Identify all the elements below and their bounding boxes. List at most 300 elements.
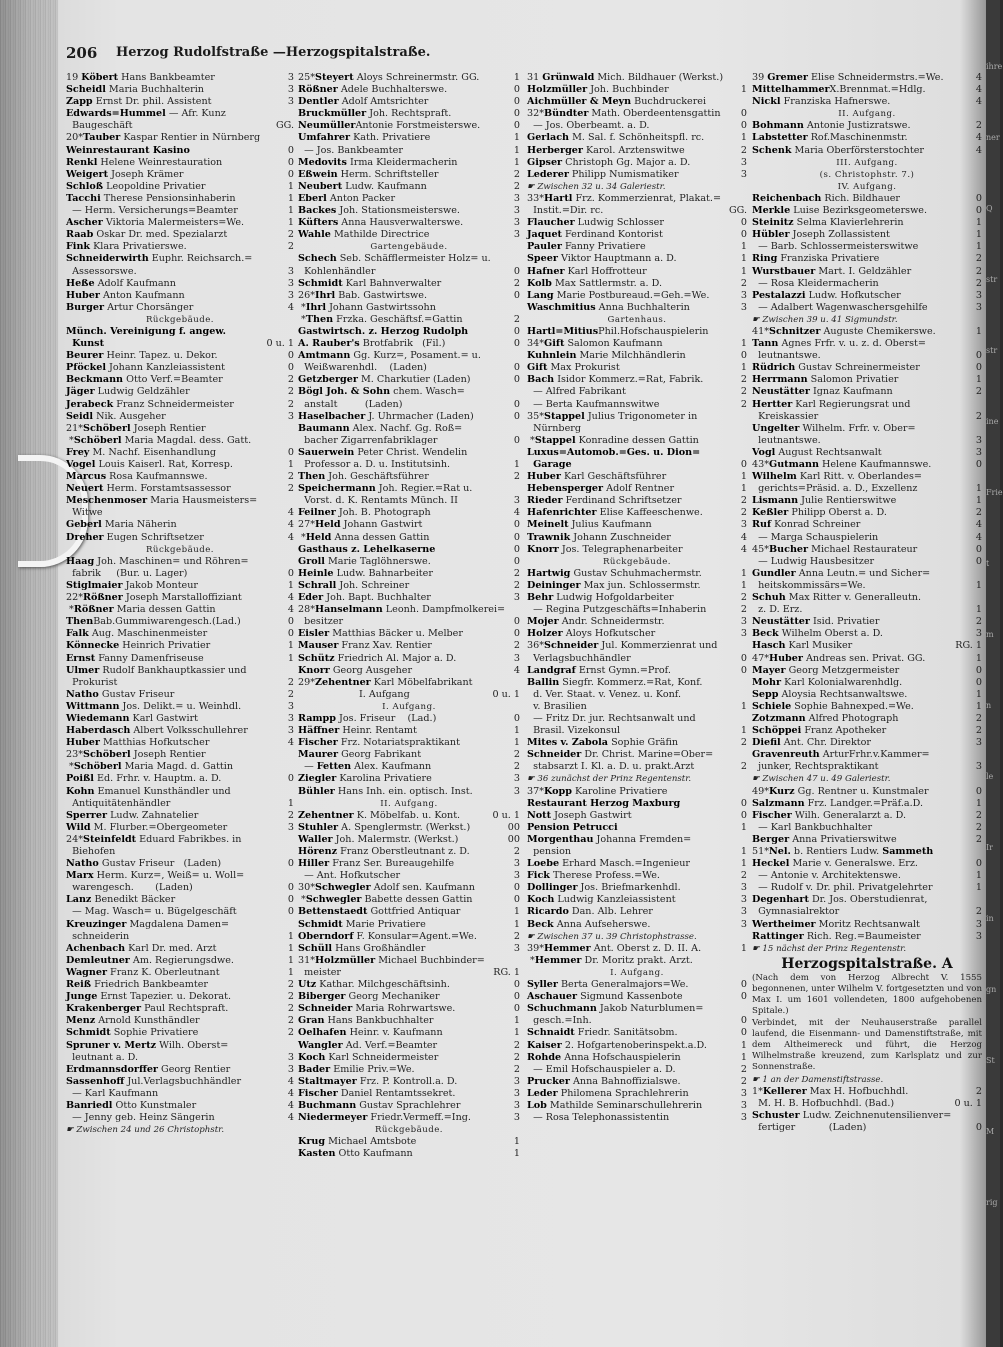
entry-text: Lismann Julie Rentierswitwe bbox=[752, 495, 897, 507]
directory-entry bbox=[752, 1086, 982, 1098]
entry-text: Schneider Dr. Christ. Marine=Ober= bbox=[527, 749, 714, 761]
floor-number: 3 bbox=[513, 858, 520, 870]
floor-number: 0 bbox=[287, 616, 294, 628]
floor-number: 1 bbox=[740, 84, 747, 96]
directory-entry bbox=[527, 471, 747, 483]
entry-text: Deininger Max jun. Schlossermstr. bbox=[527, 579, 701, 591]
floor-number: 4 bbox=[975, 144, 982, 156]
directory-entry bbox=[66, 435, 294, 447]
column-2 bbox=[298, 72, 520, 1332]
floor-number: 4 bbox=[975, 72, 982, 83]
floor-number: 1 bbox=[740, 858, 747, 870]
directory-entry bbox=[298, 362, 520, 374]
entry-text: Gastwirtsch. z. Herzog Rudolph bbox=[298, 325, 469, 337]
entry-text: Witwe bbox=[66, 507, 103, 519]
entry-text: Beurer Heinr. Tapez. u. Dekor. bbox=[66, 350, 218, 362]
directory-entry bbox=[66, 229, 294, 241]
directory-entry bbox=[66, 399, 294, 411]
entry-text: Fischer Frz. Notariatspraktikant bbox=[298, 737, 460, 749]
floor-number: 1 bbox=[975, 495, 982, 507]
directory-entry bbox=[298, 519, 520, 531]
directory-entry bbox=[752, 786, 982, 798]
entry-text: — Karl Kaufmann bbox=[66, 1087, 159, 1099]
directory-entry bbox=[298, 314, 520, 326]
entry-text: Häffner Heinr. Rentamt bbox=[298, 725, 417, 737]
column-3 bbox=[527, 72, 747, 1332]
floor-number: 0 bbox=[513, 434, 520, 446]
floor-number: 3 bbox=[287, 821, 294, 833]
entry-text: Reichenbach Rich. Bildhauer bbox=[752, 192, 901, 204]
floor-number: 0 bbox=[975, 192, 982, 204]
directory-entry bbox=[66, 84, 294, 96]
entry-text: Eisler Matthias Bäcker u. Melber bbox=[298, 628, 463, 640]
entry-text: — Marga Schauspielerin bbox=[752, 531, 879, 543]
directory-entry bbox=[66, 447, 294, 459]
floor-number: 3 bbox=[740, 168, 747, 180]
entry-text: Ernst Fanny Damenfriseuse bbox=[66, 652, 204, 664]
entry-text: 24*Steinfeldt Eduard Fabrikbes. in bbox=[66, 833, 242, 845]
directory-entry bbox=[298, 870, 520, 882]
cross-street-note: ☛ 1 an der Damenstiftstrasse. bbox=[752, 1074, 884, 1085]
floor-number: 3 bbox=[740, 918, 747, 930]
entry-text: M. H. B. Hofbuchhdl. (Bad.) bbox=[752, 1097, 895, 1109]
entry-text: Sperrer Ludw. Zahnatelier bbox=[66, 809, 199, 821]
entry-text: 21*Schöberl Joseph Rentier bbox=[66, 422, 206, 434]
floor-number: 0 bbox=[287, 144, 294, 156]
directory-entry bbox=[298, 374, 520, 386]
entry-text: Ballin Siegfr. Kommerz.=Rat, Konf. bbox=[527, 676, 703, 688]
directory-entry bbox=[527, 640, 747, 652]
entry-text: Landgraf Ernst Gymn.=Prof. bbox=[527, 664, 671, 676]
directory-entry bbox=[527, 955, 747, 967]
directory-entry bbox=[752, 374, 982, 386]
entry-text: Bühler Hans Inh. ein. optisch. Inst. bbox=[298, 785, 473, 797]
floor-number: 2 bbox=[740, 144, 747, 156]
directory-entry bbox=[298, 580, 520, 592]
directory-entry bbox=[527, 519, 747, 531]
floor-number: 1 bbox=[513, 459, 520, 470]
floor-number: 1 bbox=[740, 821, 747, 833]
entry-text: Vorst. d. K. Rentamts Münch. II bbox=[298, 495, 458, 507]
directory-entry bbox=[66, 290, 294, 302]
entry-text: 22*Rößner Joseph Marstalloffiziant bbox=[66, 592, 242, 604]
directory-entry bbox=[527, 822, 747, 834]
directory-entry bbox=[66, 1064, 294, 1076]
floor-number: 2 bbox=[975, 712, 982, 724]
entry-text: bacher Zigarrenfabriklager bbox=[298, 434, 438, 446]
directory-entry bbox=[66, 241, 294, 253]
floor-number: 1 bbox=[740, 579, 747, 591]
entry-text: Ascher Viktoria Malermeisters=We. bbox=[66, 217, 245, 229]
floor-number: 0 bbox=[975, 1122, 982, 1134]
floor-number: 0 bbox=[513, 628, 520, 640]
entry-text: Prucker Anna Bahnoffizialswe. bbox=[527, 1075, 681, 1087]
entry-text: Groll Marie Taglöhnerswe. bbox=[298, 555, 431, 567]
directory-entry bbox=[527, 737, 747, 749]
entry-text: — Rudolf v. Dr. phil. Privatgelehrter bbox=[752, 882, 933, 894]
entry-text: Gundler Anna Leutn.= und Sicher= bbox=[752, 567, 931, 579]
floor-number: 3 bbox=[287, 277, 294, 289]
directory-entry bbox=[298, 556, 520, 568]
entry-text: Nickl Franziska Hafnerswe. bbox=[752, 96, 891, 108]
floor-number: 2 bbox=[975, 410, 982, 422]
strip-fragment: Q bbox=[986, 204, 993, 213]
entry-text: 49*Kurz Gg. Rentner u. Kunstmaler bbox=[752, 785, 929, 797]
entry-text: Kasten Otto Kaufmann bbox=[298, 1148, 413, 1160]
directory-entry bbox=[752, 72, 982, 84]
entry-text: Schmidt Sophie Privatiere bbox=[66, 1027, 199, 1039]
floor-number: 0 bbox=[513, 120, 520, 132]
floor-number: 4 bbox=[975, 531, 982, 543]
strip-fragment: le bbox=[986, 772, 994, 781]
floor-number: 0 bbox=[513, 1003, 520, 1015]
floor-number: 2 bbox=[740, 386, 747, 398]
floor-number: 0 bbox=[287, 362, 294, 374]
directory-entry bbox=[527, 350, 747, 362]
entry-text: Speichermann Joh. Regier.=Rat u. bbox=[298, 483, 473, 495]
floor-number: 3 bbox=[287, 72, 294, 83]
directory-entry bbox=[752, 616, 982, 628]
floor-number: 3 bbox=[513, 229, 520, 241]
directory-entry bbox=[527, 266, 747, 278]
directory-entry bbox=[298, 253, 520, 265]
entry-text: Maurer Georg Fabrikant bbox=[298, 749, 422, 761]
floor-number: 0 bbox=[740, 459, 747, 470]
floor-number: 3 bbox=[513, 652, 520, 664]
directory-entry bbox=[527, 894, 747, 906]
entry-text: Menz Arnold Kunsthändler bbox=[66, 1015, 200, 1027]
entry-text: Schuchmann Jakob Naturblumen= bbox=[527, 1003, 704, 1015]
strip-fragment: ner bbox=[986, 133, 1000, 142]
entry-text: Scheidl Maria Buchhalterin bbox=[66, 84, 204, 96]
cross-street-note: ☛ Zwischen 47 u. 49 Galeriestr. bbox=[752, 774, 891, 785]
entry-text: Leder Philomena Sprachlehrerin bbox=[527, 1087, 689, 1099]
entry-text: Neustätter Ignaz Kaufmann bbox=[752, 386, 893, 398]
floor-number: 0 bbox=[740, 350, 747, 362]
directory-entry bbox=[752, 532, 982, 544]
entry-text: Mites v. Zabola Sophie Gräfin bbox=[527, 737, 679, 749]
floor-number: 2 bbox=[513, 930, 520, 942]
entry-text: Jäger Ludwig Geldzähler bbox=[66, 386, 190, 398]
directory-entry bbox=[527, 1112, 747, 1124]
directory-entry bbox=[527, 858, 747, 870]
directory-entry bbox=[527, 979, 747, 991]
entry-text: Zehentner K. Möbelfab. u. Kont. bbox=[298, 809, 461, 821]
floor-number: 0 bbox=[513, 398, 520, 410]
entry-text: A. Rauber's Brotfabrik (Fil.) bbox=[298, 338, 446, 350]
directory-entry bbox=[752, 459, 982, 471]
directory-entry bbox=[527, 1015, 747, 1027]
directory-entry bbox=[527, 495, 747, 507]
entry-text: Professor a. D. u. Institutsinh. bbox=[298, 459, 451, 470]
entry-text: Schenk Maria Oberförsterstochter bbox=[752, 144, 924, 156]
entry-text: Beckmann Otto Verf.=Beamter bbox=[66, 374, 223, 386]
floor-number: 0 bbox=[975, 362, 982, 374]
directory-entry bbox=[66, 773, 294, 785]
directory-entry bbox=[298, 471, 520, 483]
entry-text: Backes Joh. Stationsmeisterswe. bbox=[298, 205, 460, 217]
strip-fragment: in bbox=[986, 914, 994, 923]
entry-text: 19 Köbert Hans Bankbeamter bbox=[66, 72, 215, 83]
entry-text: Renkl Helene Weinrestauration bbox=[66, 156, 223, 168]
entry-text: gesch.=Inh. bbox=[527, 1015, 592, 1027]
directory-entry bbox=[298, 145, 520, 157]
entry-text: 29*Zehentner Karl Möbelfabrikant bbox=[298, 676, 473, 688]
floor-number: 2 bbox=[975, 809, 982, 821]
directory-entry bbox=[752, 931, 982, 943]
floor-number: 0 bbox=[513, 108, 520, 120]
floor-number: 2 bbox=[513, 471, 520, 483]
entry-text: 32*Bündter Math. Oberdeentensgattin bbox=[527, 108, 721, 120]
floor-number: 4 bbox=[975, 519, 982, 531]
entry-text: Brasil. Vizekonsul bbox=[527, 725, 621, 737]
floor-number: 0 bbox=[740, 1015, 747, 1027]
entry-text: Lanz Benedikt Bäcker bbox=[66, 894, 176, 906]
floor-number: 4 bbox=[287, 1075, 294, 1087]
entry-text: Sauerwein Peter Christ. Wendelin bbox=[298, 446, 468, 458]
directory-entry bbox=[66, 894, 294, 906]
directory-entry bbox=[752, 241, 982, 253]
entry-text: Loebe Erhard Masch.=Ingenieur bbox=[527, 858, 690, 870]
directory-entry bbox=[66, 653, 294, 665]
floor-number: 4 bbox=[740, 531, 747, 543]
entry-text: Wertheimer Moritz Rechtsanwalt bbox=[752, 918, 920, 930]
directory-entry bbox=[298, 411, 520, 423]
entry-text: Junge Ernst Tapezier. u. Dekorat. bbox=[66, 991, 232, 1003]
directory-entry bbox=[298, 132, 520, 144]
entry-text: Bohmann Antonie Justizratswe. bbox=[752, 120, 911, 132]
directory-entry bbox=[752, 870, 982, 882]
directory-entry bbox=[66, 713, 294, 725]
entry-text: Tacchi Therese Pensionsinhaberin bbox=[66, 192, 236, 204]
floor-number: 4 bbox=[975, 96, 982, 108]
entry-text: Frey M. Nachf. Eisenhandlung bbox=[66, 446, 216, 458]
floor-number: 1 bbox=[975, 325, 982, 337]
directory-entry bbox=[298, 157, 520, 169]
directory-entry bbox=[298, 108, 520, 120]
section-label: IV. Aufgang. bbox=[837, 181, 897, 192]
directory-entry bbox=[298, 483, 520, 495]
floor-number: 2 bbox=[287, 676, 294, 688]
directory-entry bbox=[66, 471, 294, 483]
directory-entry bbox=[298, 616, 520, 628]
floor-number: 3 bbox=[513, 1075, 520, 1087]
strip-fragment: ihre bbox=[986, 62, 1003, 71]
directory-entry bbox=[527, 193, 747, 205]
floor-number: 1 bbox=[740, 1039, 747, 1051]
directory-entry bbox=[298, 906, 520, 918]
entry-text: Erdmannsdorffer Georg Rentier bbox=[66, 1063, 231, 1075]
entry-text: Hörenz Franz Oberstleutnant z. D. bbox=[298, 846, 470, 857]
entry-text: Geberl Maria Näherin bbox=[66, 519, 177, 531]
entry-text: Edwards=Hummel — Afr. Kunz bbox=[66, 108, 226, 120]
floor-number: 3 bbox=[740, 519, 747, 531]
entry-text: Syller Berta Generalmajors=We. bbox=[527, 979, 689, 991]
floor-number: 1 bbox=[975, 882, 982, 894]
entry-text: Rampp Jos. Friseur (Lad.) bbox=[298, 712, 437, 724]
directory-entry bbox=[298, 278, 520, 290]
section-label: Rückgebäude. bbox=[145, 314, 215, 325]
entry-text: Pföckel Johann Kanzleiassistent bbox=[66, 362, 226, 374]
floor-number: 1 bbox=[287, 652, 294, 664]
entry-text: Haag Joh. Maschinen= und Röhren= bbox=[66, 555, 249, 567]
floor-number: 3 bbox=[740, 628, 747, 640]
directory-entry bbox=[527, 1003, 747, 1015]
entry-text: Gymnasialrektor bbox=[752, 906, 840, 918]
section-label: I. Aufgang. bbox=[610, 967, 664, 978]
entry-text: Aschauer Sigmund Kassenbote bbox=[527, 991, 683, 1003]
floor-number: 3 bbox=[513, 1112, 520, 1124]
floor-number: 2 bbox=[975, 277, 982, 289]
floor-number: 2 bbox=[975, 253, 982, 265]
floor-number: 0 bbox=[513, 555, 520, 567]
entry-text: Hartl=MitiusPhil.Hofschauspielerin bbox=[527, 325, 709, 337]
floor-number: 3 bbox=[975, 434, 982, 446]
directory-entry bbox=[298, 737, 520, 749]
floor-number: 1 bbox=[513, 737, 520, 749]
directory-entry bbox=[66, 350, 294, 362]
directory-entry bbox=[66, 1100, 294, 1112]
directory-entry bbox=[527, 423, 747, 435]
directory-entry bbox=[298, 689, 520, 701]
directory-entry bbox=[66, 362, 294, 374]
directory-entry bbox=[298, 713, 520, 725]
directory-entry bbox=[527, 145, 747, 157]
entry-text: Wurstbauer Mart. I. Geldzähler bbox=[752, 265, 912, 277]
floor-number: 1 bbox=[513, 918, 520, 930]
floor-number: 0 bbox=[975, 555, 982, 567]
directory-entry bbox=[66, 822, 294, 834]
strip-fragment: gn bbox=[986, 985, 997, 994]
floor-number: 0 bbox=[740, 120, 747, 132]
floor-number: 0 bbox=[513, 289, 520, 301]
strip-fragment: ine bbox=[986, 417, 999, 426]
entry-text: v. Brasilien bbox=[527, 700, 587, 712]
entry-text: Koch Ludwig Kanzleiassistent bbox=[527, 894, 676, 906]
entry-text: 39*Hemmer Ant. Oberst z. D. II. A. bbox=[527, 942, 702, 954]
directory-entry bbox=[752, 556, 982, 568]
entry-text: *Stappel Konradine dessen Gattin bbox=[527, 434, 699, 446]
floor-number: 2 bbox=[975, 616, 982, 628]
entry-text: Stuhler A. Spenglermstr. (Werkst.) bbox=[298, 821, 471, 833]
entry-text: Nürnberg bbox=[527, 422, 581, 434]
floor-number: 4 bbox=[287, 1099, 294, 1111]
directory-entry bbox=[66, 266, 294, 278]
entry-text: Mohr Karl Kolonialwarenhdlg. bbox=[752, 676, 903, 688]
entry-text: Krakenberger Paul Rechtspraft. bbox=[66, 1003, 229, 1015]
entry-text: Neuert Herm. Forstamtsassessor bbox=[66, 483, 231, 495]
directory-entry bbox=[752, 386, 982, 398]
directory-entry bbox=[752, 507, 982, 519]
directory-entry bbox=[66, 169, 294, 181]
entry-text: — Antonie v. Architektenswe. bbox=[752, 870, 901, 882]
entry-text: 33*Hartl Frz. Kommerzienrat, Plakat.= bbox=[527, 192, 721, 204]
entry-text: 39 Gremer Elise Schneidermstrs.=We. bbox=[752, 72, 944, 83]
directory-entry bbox=[298, 544, 520, 556]
directory-entry bbox=[527, 435, 747, 447]
entry-text: Schrall Joh. Schreiner bbox=[298, 579, 410, 591]
entry-text: Sassenhoff Jul.Verlagsbuchhändler bbox=[66, 1075, 242, 1087]
floor-number: 3 bbox=[287, 712, 294, 724]
entry-text: Jaquet Ferdinand Kontorist bbox=[527, 229, 663, 241]
floor-number: 1 bbox=[287, 797, 294, 809]
entry-text: 31 Grünwald Mich. Bildhauer (Werkst.) bbox=[527, 72, 724, 83]
entry-text: Holzer Aloys Hofkutscher bbox=[527, 628, 656, 640]
entry-text: Kuhnlein Marie Milchhändlerin bbox=[527, 350, 686, 362]
directory-entry bbox=[527, 157, 747, 169]
entry-text: Steinitz Selma Klavierlehrerin bbox=[752, 217, 904, 229]
page-number: 206 bbox=[66, 44, 98, 62]
entry-text: z. D. Erz. bbox=[752, 604, 803, 616]
entry-text: Kaiser 2. Hofgartenoberinspekt.a.D. bbox=[527, 1039, 707, 1051]
directory-entry bbox=[66, 810, 294, 822]
cross-street-note: ☛ 15 nächst der Prinz Regentenstr. bbox=[752, 943, 907, 954]
entry-text: — Barb. Schlossermeisterswitwe bbox=[752, 241, 919, 253]
book-edge bbox=[0, 0, 58, 1347]
directory-entry bbox=[66, 157, 294, 169]
floor-number: 1 bbox=[513, 1015, 520, 1027]
directory-entry bbox=[66, 556, 294, 568]
floor-number: 1 bbox=[975, 652, 982, 664]
floor-number: 1 bbox=[975, 229, 982, 241]
floor-number: 1 bbox=[975, 604, 982, 616]
page-header bbox=[66, 44, 966, 66]
directory-entry bbox=[298, 1015, 520, 1027]
directory-entry bbox=[298, 1148, 520, 1160]
floor-number: 2 bbox=[513, 168, 520, 180]
floor-number: 3 bbox=[287, 289, 294, 301]
floor-number: 0 bbox=[975, 858, 982, 870]
directory-entry bbox=[298, 1100, 520, 1112]
entry-text: leutnant a. D. bbox=[66, 1051, 139, 1063]
floor-number: 0 bbox=[975, 664, 982, 676]
directory-entry bbox=[527, 725, 747, 737]
entry-text: Mojer Andr. Schneidermstr. bbox=[527, 616, 665, 628]
entry-text: *Schöberl Maria Magd. d. Gattin bbox=[66, 761, 234, 773]
entry-text: Rößner Adele Buchhalterswe. bbox=[298, 84, 448, 96]
entry-text: Garage bbox=[533, 459, 572, 470]
entry-text: Ring Franziska Privatiere bbox=[752, 253, 880, 265]
floor-number: 1 bbox=[975, 217, 982, 229]
directory-entry bbox=[752, 423, 982, 435]
floor-number: 3 bbox=[975, 446, 982, 458]
directory-entry bbox=[527, 532, 747, 544]
directory-entry bbox=[527, 253, 747, 265]
entry-text: Bach Isidor Kommerz.=Rat, Fabrik. bbox=[527, 374, 704, 386]
directory-entry bbox=[298, 290, 520, 302]
floor-number: 3 bbox=[513, 592, 520, 604]
floor-number: 0 bbox=[287, 156, 294, 168]
floor-number: 3 bbox=[740, 894, 747, 906]
directory-entry bbox=[527, 96, 747, 108]
directory-entry bbox=[298, 84, 520, 96]
directory-entry bbox=[66, 967, 294, 979]
directory-entry bbox=[752, 495, 982, 507]
directory-entry bbox=[752, 120, 982, 132]
directory-entry bbox=[66, 725, 294, 737]
directory-entry bbox=[66, 568, 294, 580]
entry-text: — Jos. Oberbeamt. a. D. bbox=[527, 120, 650, 132]
floor-number: 2 bbox=[740, 592, 747, 604]
floor-number: 0 bbox=[513, 979, 520, 991]
entry-text: Eder Joh. Bapt. Buchhalter bbox=[298, 592, 431, 604]
entry-text: Dollinger Jos. Briefmarkenhdl. bbox=[527, 882, 681, 894]
directory-entry bbox=[527, 386, 747, 398]
floor-number: 2 bbox=[975, 725, 982, 737]
directory-entry bbox=[298, 749, 520, 761]
entry-text: Wahle Mathilde Directrice bbox=[298, 229, 430, 241]
entry-text: Pauler Fanny Privatiere bbox=[527, 241, 646, 253]
